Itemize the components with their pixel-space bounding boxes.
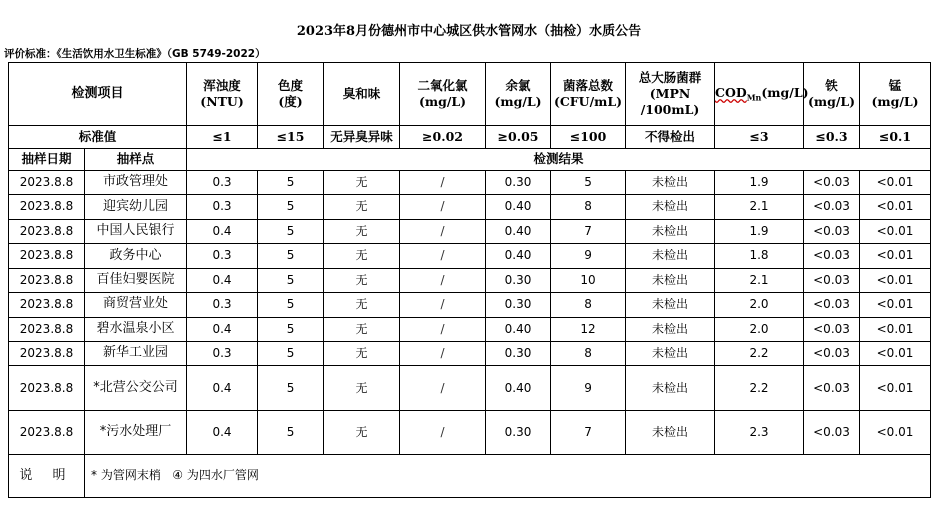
notice-title: 2023年8月份德州市中心城区供水管网水（抽检）水质公告 [296,24,642,39]
result-cell: 2.2 [715,366,804,411]
result-cell: <0.03 [804,170,860,194]
result-cell: 无 [324,317,400,341]
sample-site: 市政管理处 [85,170,187,194]
result-cell: 8 [551,293,626,317]
result-cell: 无 [324,342,400,366]
table-row [9,366,931,411]
standard-value: ≥0.05 [486,126,551,148]
result-cell: 5 [258,366,324,411]
result-cell: 0.40 [486,366,551,411]
result-cell: / [400,342,486,366]
standard-value: 不得检出 [626,126,715,148]
result-cell: <0.01 [860,293,931,317]
result-cell: / [400,411,486,455]
result-cell: <0.03 [804,342,860,366]
result-cell: <0.01 [860,219,931,243]
result-cell: 0.30 [486,268,551,292]
col-turbidity: 浑浊度 (NTU) [187,63,258,126]
result-cell: <0.01 [860,317,931,341]
result-cell: 5 [258,268,324,292]
site-label: 抽样点 [85,148,187,170]
result-cell: <0.03 [804,293,860,317]
table-row [9,411,931,455]
result-cell: 0.3 [187,293,258,317]
result-cell: 未检出 [626,268,715,292]
sample-site: *北营公交公司 [85,366,187,411]
result-cell: 未检出 [626,293,715,317]
result-cell: 5 [258,219,324,243]
result-cell: 0.40 [486,219,551,243]
result-cell: 0.3 [187,195,258,219]
result-cell: 0.3 [187,170,258,194]
table-row [9,342,931,366]
result-cell: 0.4 [187,219,258,243]
result-cell: 5 [258,244,324,268]
result-cell: 10 [551,268,626,292]
result-cell: 0.4 [187,317,258,341]
sample-date: 2023.8.8 [9,268,85,292]
sample-date: 2023.8.8 [9,317,85,341]
result-cell: 无 [324,293,400,317]
result-cell: / [400,219,486,243]
result-cell: 无 [324,219,400,243]
evaluation-standard: 评价标准：《生活饮用水卫生标准》（GB 5749-2022） [4,48,266,60]
sample-site: 中国人民银行 [85,219,187,243]
sample-date: 2023.8.8 [9,411,85,455]
sample-date: 2023.8.8 [9,219,85,243]
sample-date: 2023.8.8 [9,342,85,366]
result-cell: <0.03 [804,219,860,243]
sub-header-row [9,148,931,170]
table-row [9,195,931,219]
sample-site: 百佳妇婴医院 [85,268,187,292]
result-cell: 0.3 [187,342,258,366]
result-cell: <0.01 [860,366,931,411]
result-cell: 0.4 [187,268,258,292]
result-cell: 0.30 [486,342,551,366]
sample-date: 2023.8.8 [9,366,85,411]
note-row [9,455,931,498]
result-cell: 12 [551,317,626,341]
result-cell: 0.30 [486,411,551,455]
result-cell: 7 [551,411,626,455]
result-cell: 0.40 [486,244,551,268]
result-cell: <0.03 [804,411,860,455]
result-cell: 5 [258,411,324,455]
water-quality-table [8,62,931,498]
col-odor: 臭和味 [324,63,400,126]
sample-site: *污水处理厂 [85,411,187,455]
result-cell: <0.01 [860,170,931,194]
result-cell: 无 [324,411,400,455]
result-cell: 5 [258,170,324,194]
result-cell: 2.2 [715,342,804,366]
col-bacteria-count: 菌落总数 (CFU/mL) [551,63,626,126]
result-cell: 8 [551,195,626,219]
result-cell: 0.40 [486,195,551,219]
result-cell: / [400,317,486,341]
table-row [9,244,931,268]
table-row [9,293,931,317]
col-chlorine-dioxide: 二氧化氯 (mg/L) [400,63,486,126]
table-row [9,317,931,341]
sample-site: 迎宾幼儿园 [85,195,187,219]
standard-value: ≤0.3 [804,126,860,148]
standard-value: ≥0.02 [400,126,486,148]
result-cell: <0.03 [804,366,860,411]
standard-value: ≤15 [258,126,324,148]
result-cell: 1.8 [715,244,804,268]
result-cell: 0.3 [187,244,258,268]
header-row [9,63,931,126]
sample-site: 新华工业园 [85,342,187,366]
result-cell: 无 [324,268,400,292]
result-cell: 无 [324,195,400,219]
col-manganese: 锰 (mg/L) [860,63,931,126]
col-iron: 铁 (mg/L) [804,63,860,126]
result-cell: 2.1 [715,268,804,292]
sample-site: 碧水温泉小区 [85,317,187,341]
note-label: 说 明 [9,455,85,498]
result-cell: 未检出 [626,170,715,194]
col-cod: $COD_{Mn}(mg/L)$ [715,63,804,126]
result-cell: / [400,268,486,292]
result-label: 检测结果 [187,148,931,170]
result-cell: 9 [551,244,626,268]
result-cell: 未检出 [626,411,715,455]
col-coliform: 总大肠菌群 (MPN /100mL) [626,63,715,126]
standard-label: 标准值 [9,126,187,148]
result-cell: 1.9 [715,170,804,194]
result-cell: / [400,195,486,219]
standard-row [9,126,931,148]
item-label: 检测项目 [9,63,187,126]
result-cell: 1.9 [715,219,804,243]
note-text: * 为管网末梢 ④ 为四水厂管网 [85,455,931,498]
result-cell: 无 [324,170,400,194]
standard-value: ≤3 [715,126,804,148]
result-cell: 8 [551,342,626,366]
sample-date: 2023.8.8 [9,244,85,268]
sample-date: 2023.8.8 [9,170,85,194]
result-cell: 未检出 [626,366,715,411]
result-cell: 未检出 [626,244,715,268]
result-cell: 0.4 [187,411,258,455]
result-cell: <0.01 [860,342,931,366]
result-cell: 未检出 [626,317,715,341]
result-cell: 未检出 [626,219,715,243]
sample-site: 政务中心 [85,244,187,268]
result-cell: <0.03 [804,244,860,268]
result-cell: <0.03 [804,268,860,292]
result-cell: 0.30 [486,293,551,317]
sample-date: 2023.8.8 [9,195,85,219]
result-cell: 0.30 [486,170,551,194]
sample-site: 商贸营业处 [85,293,187,317]
result-cell: 2.1 [715,195,804,219]
result-cell: 无 [324,244,400,268]
result-cell: <0.01 [860,195,931,219]
result-cell: <0.01 [860,244,931,268]
result-cell: 9 [551,366,626,411]
date-label: 抽样日期 [9,148,85,170]
result-cell: 5 [258,195,324,219]
standard-value: ≤100 [551,126,626,148]
sample-date: 2023.8.8 [9,293,85,317]
result-cell: <0.01 [860,268,931,292]
result-cell: 未检出 [626,195,715,219]
result-cell: 2.0 [715,317,804,341]
result-cell: 7 [551,219,626,243]
table-row [9,268,931,292]
result-cell: 5 [258,317,324,341]
result-cell: <0.01 [860,411,931,455]
standard-value: ≤0.1 [860,126,931,148]
result-cell: / [400,293,486,317]
result-cell: <0.03 [804,317,860,341]
col-residual-chlorine: 余氯 (mg/L) [486,63,551,126]
result-cell: 2.3 [715,411,804,455]
col-color: 色度 (度) [258,63,324,126]
result-cell: 5 [258,342,324,366]
result-cell: 5 [258,293,324,317]
result-cell: 未检出 [626,342,715,366]
table-row [9,170,931,194]
result-cell: / [400,170,486,194]
standard-value: 无异臭异味 [324,126,400,148]
result-cell: 2.0 [715,293,804,317]
result-cell: / [400,244,486,268]
result-cell: / [400,366,486,411]
standard-value: ≤1 [187,126,258,148]
result-cell: 无 [324,366,400,411]
result-cell: 0.4 [187,366,258,411]
result-cell: 5 [551,170,626,194]
result-cell: 0.40 [486,317,551,341]
table-row [9,219,931,243]
result-cell: <0.03 [804,195,860,219]
